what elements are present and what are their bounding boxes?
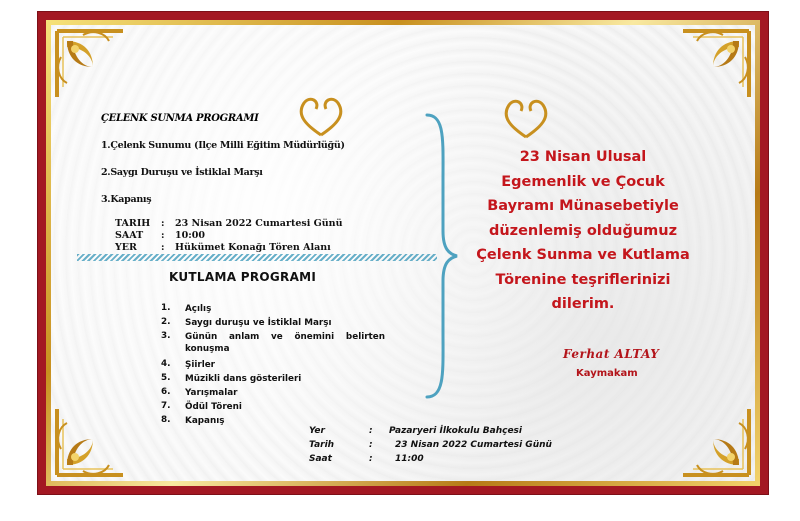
item-text: Kapanış bbox=[185, 416, 225, 426]
scroll-ornament-icon bbox=[491, 97, 561, 141]
gold-frame bbox=[46, 20, 760, 486]
item-number: 4. bbox=[161, 359, 171, 369]
corner-ornament-icon bbox=[53, 27, 133, 107]
info-sep: : bbox=[369, 426, 373, 436]
info-key: TARIH bbox=[115, 218, 151, 229]
divider-hatch bbox=[77, 254, 437, 261]
celenk-item: 1.Çelenk Sunumu (Ilçe Milli Eğitim Müdürlüğü) bbox=[101, 140, 345, 151]
info-sep: : bbox=[369, 454, 373, 464]
signer-title: Kaymakam bbox=[576, 368, 638, 379]
info-key: YER bbox=[115, 242, 137, 253]
item-number: 5. bbox=[161, 373, 171, 383]
celenk-item: 3.Kapanış bbox=[101, 194, 152, 205]
info-sep: : bbox=[161, 230, 165, 241]
info-value: 10:00 bbox=[175, 230, 205, 241]
info-value: 11:00 bbox=[395, 454, 424, 464]
info-key: Tarih bbox=[309, 440, 335, 450]
scroll-ornament-icon bbox=[286, 95, 356, 139]
item-text: Müzikli dans gösterileri bbox=[185, 374, 302, 384]
info-sep: : bbox=[161, 242, 165, 253]
corner-ornament-icon bbox=[673, 399, 753, 479]
celenk-item: 2.Saygı Duruşu ve İstiklal Marşı bbox=[101, 167, 263, 178]
info-key: Yer bbox=[309, 426, 325, 436]
info-key: Saat bbox=[309, 454, 332, 464]
curly-brace-icon bbox=[421, 111, 461, 401]
invitation-line: Egemenlik ve Çocuk bbox=[501, 173, 665, 190]
item-text: Şiirler bbox=[185, 360, 216, 370]
info-key: SAAT bbox=[115, 230, 144, 241]
celenk-info-row bbox=[115, 218, 343, 229]
info-sep: : bbox=[161, 218, 165, 229]
item-text: Yarışmalar bbox=[185, 388, 238, 398]
item-text: Açılış bbox=[185, 304, 212, 314]
info-value: 23 Nisan 2022 Cumartesi Günü bbox=[175, 218, 343, 229]
celenk-program-title: ÇELENK SUNMA PROGRAMI bbox=[101, 113, 259, 124]
info-value: 23 Nisan 2022 Cumartesi Günü bbox=[395, 440, 552, 450]
paper-background bbox=[51, 25, 755, 481]
invitation-card bbox=[38, 12, 768, 494]
kutlama-program-title: KUTLAMA PROGRAMI bbox=[169, 270, 317, 284]
item-number: 1. bbox=[161, 303, 171, 313]
celenk-info-row bbox=[115, 230, 205, 241]
item-number: 2. bbox=[161, 317, 171, 327]
corner-ornament-icon bbox=[673, 27, 753, 107]
info-sep: : bbox=[369, 440, 373, 450]
item-text: Ödül Töreni bbox=[185, 402, 242, 412]
item-text: Saygı duruşu ve İstiklal Marşı bbox=[185, 318, 332, 328]
invitation-line: düzenlemiş olduğumuz bbox=[488, 222, 678, 239]
signer-name: Ferhat ALTAY bbox=[563, 347, 660, 361]
item-number: 7. bbox=[161, 401, 171, 411]
item-number: 8. bbox=[161, 415, 171, 425]
invitation-line: Bayramı Münasebetiyle bbox=[487, 198, 679, 214]
invitation-line: Törenine teşriflerinizi bbox=[495, 271, 671, 288]
item-text: Günün anlam ve önemini belirten konuşma bbox=[185, 332, 385, 354]
invitation-line: 23 Nisan Ulusal bbox=[519, 149, 647, 165]
invitation-line: dilerim. bbox=[551, 296, 615, 312]
item-number: 3. bbox=[161, 331, 171, 341]
info-value: Pazaryeri İlkokulu Bahçesi bbox=[389, 426, 522, 436]
invitation-text bbox=[463, 145, 703, 317]
corner-ornament-icon bbox=[53, 399, 133, 479]
info-value: Hükümet Konağı Tören Alanı bbox=[175, 242, 331, 253]
invitation-line: Çelenk Sunma ve Kutlama bbox=[476, 247, 690, 263]
item-number: 6. bbox=[161, 387, 171, 397]
celenk-info-row bbox=[115, 242, 331, 253]
